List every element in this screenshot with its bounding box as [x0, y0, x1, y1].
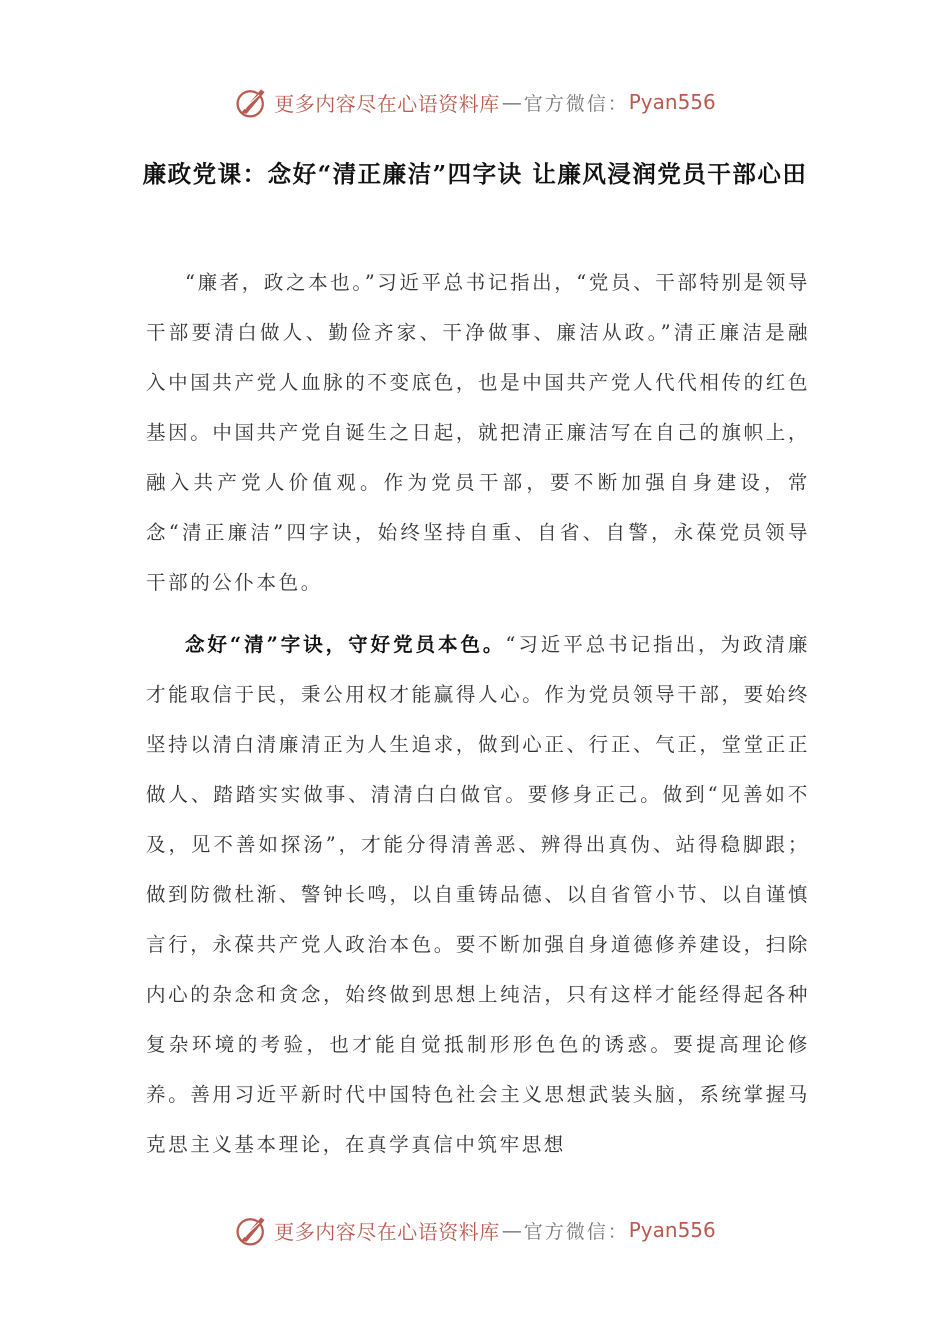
quill-logo-icon	[234, 84, 270, 120]
paragraph-lead: 念好“清”字诀，守好党员本色。	[185, 633, 506, 656]
paragraph-body: “习近平总书记指出，为政清廉才能取信于民，秉公用权才能赢得人心。作为党员领导干部，要始终坚持以清白清廉清正为人生追求，做到心正、行正、气正，堂堂正正做人、踏踏实实做事、清清白白做官。要修身正己。做到“见善如不及，见不善如探汤”，才能分得清善恶、辨得出真伪、站得稳脚跟；做到防微杜渐、警钟长鸣，以自重铸品德、以自省管小节、以自谨慎言行，永葆共产党人政治本色。要不断加强自身道德修养建设，扫除内心的杂念和贪念，始终做到思想上纯洁，只有这样才能经得起各种复杂环境的考验，也才能自觉抵制形形色色的诱惑。要提高理论修养。善用习近平新时代中国特色社会主义思想武装头脑，系统掌握马克思主义基本理论，在真学真信中筑牢思想	[146, 633, 810, 1156]
footer-banner	[0, 1210, 950, 1250]
paragraph-2	[146, 620, 810, 1170]
paragraph-1	[146, 258, 810, 608]
document-title: 廉政党课：念好“清正廉洁”四字诀 让廉风浸润党员干部心田	[142, 160, 808, 188]
quill-logo-icon	[234, 1212, 270, 1248]
separator: —	[501, 90, 522, 114]
wechat-id: Pyan556	[628, 1218, 716, 1242]
brand-text: 更多内容尽在心语资料库	[274, 91, 500, 116]
wechat-id: Pyan556	[628, 90, 716, 114]
brand-text: 更多内容尽在心语资料库	[274, 1219, 500, 1244]
wechat-label: 官方微信：	[523, 1220, 629, 1243]
separator: —	[501, 1218, 522, 1242]
header-banner	[0, 82, 950, 122]
wechat-label: 官方微信：	[523, 92, 629, 115]
paragraph-body: “廉者，政之本也。”习近平总书记指出，“党员、干部特别是领导干部要清白做人、勤俭齐家、干净做事、廉洁从政。”清正廉洁是融入中国共产党人血脉的不变底色，也是中国共产党人代代相传的红色基因。中国共产党自诞生之日起，就把清正廉洁写在自己的旗帜上，融入共产党人价值观。作为党员干部，要不断加强自身建设，常念“清正廉洁”四字诀，始终坚持自重、自省、自警，永葆党员领导干部的公仆本色。	[146, 271, 810, 594]
